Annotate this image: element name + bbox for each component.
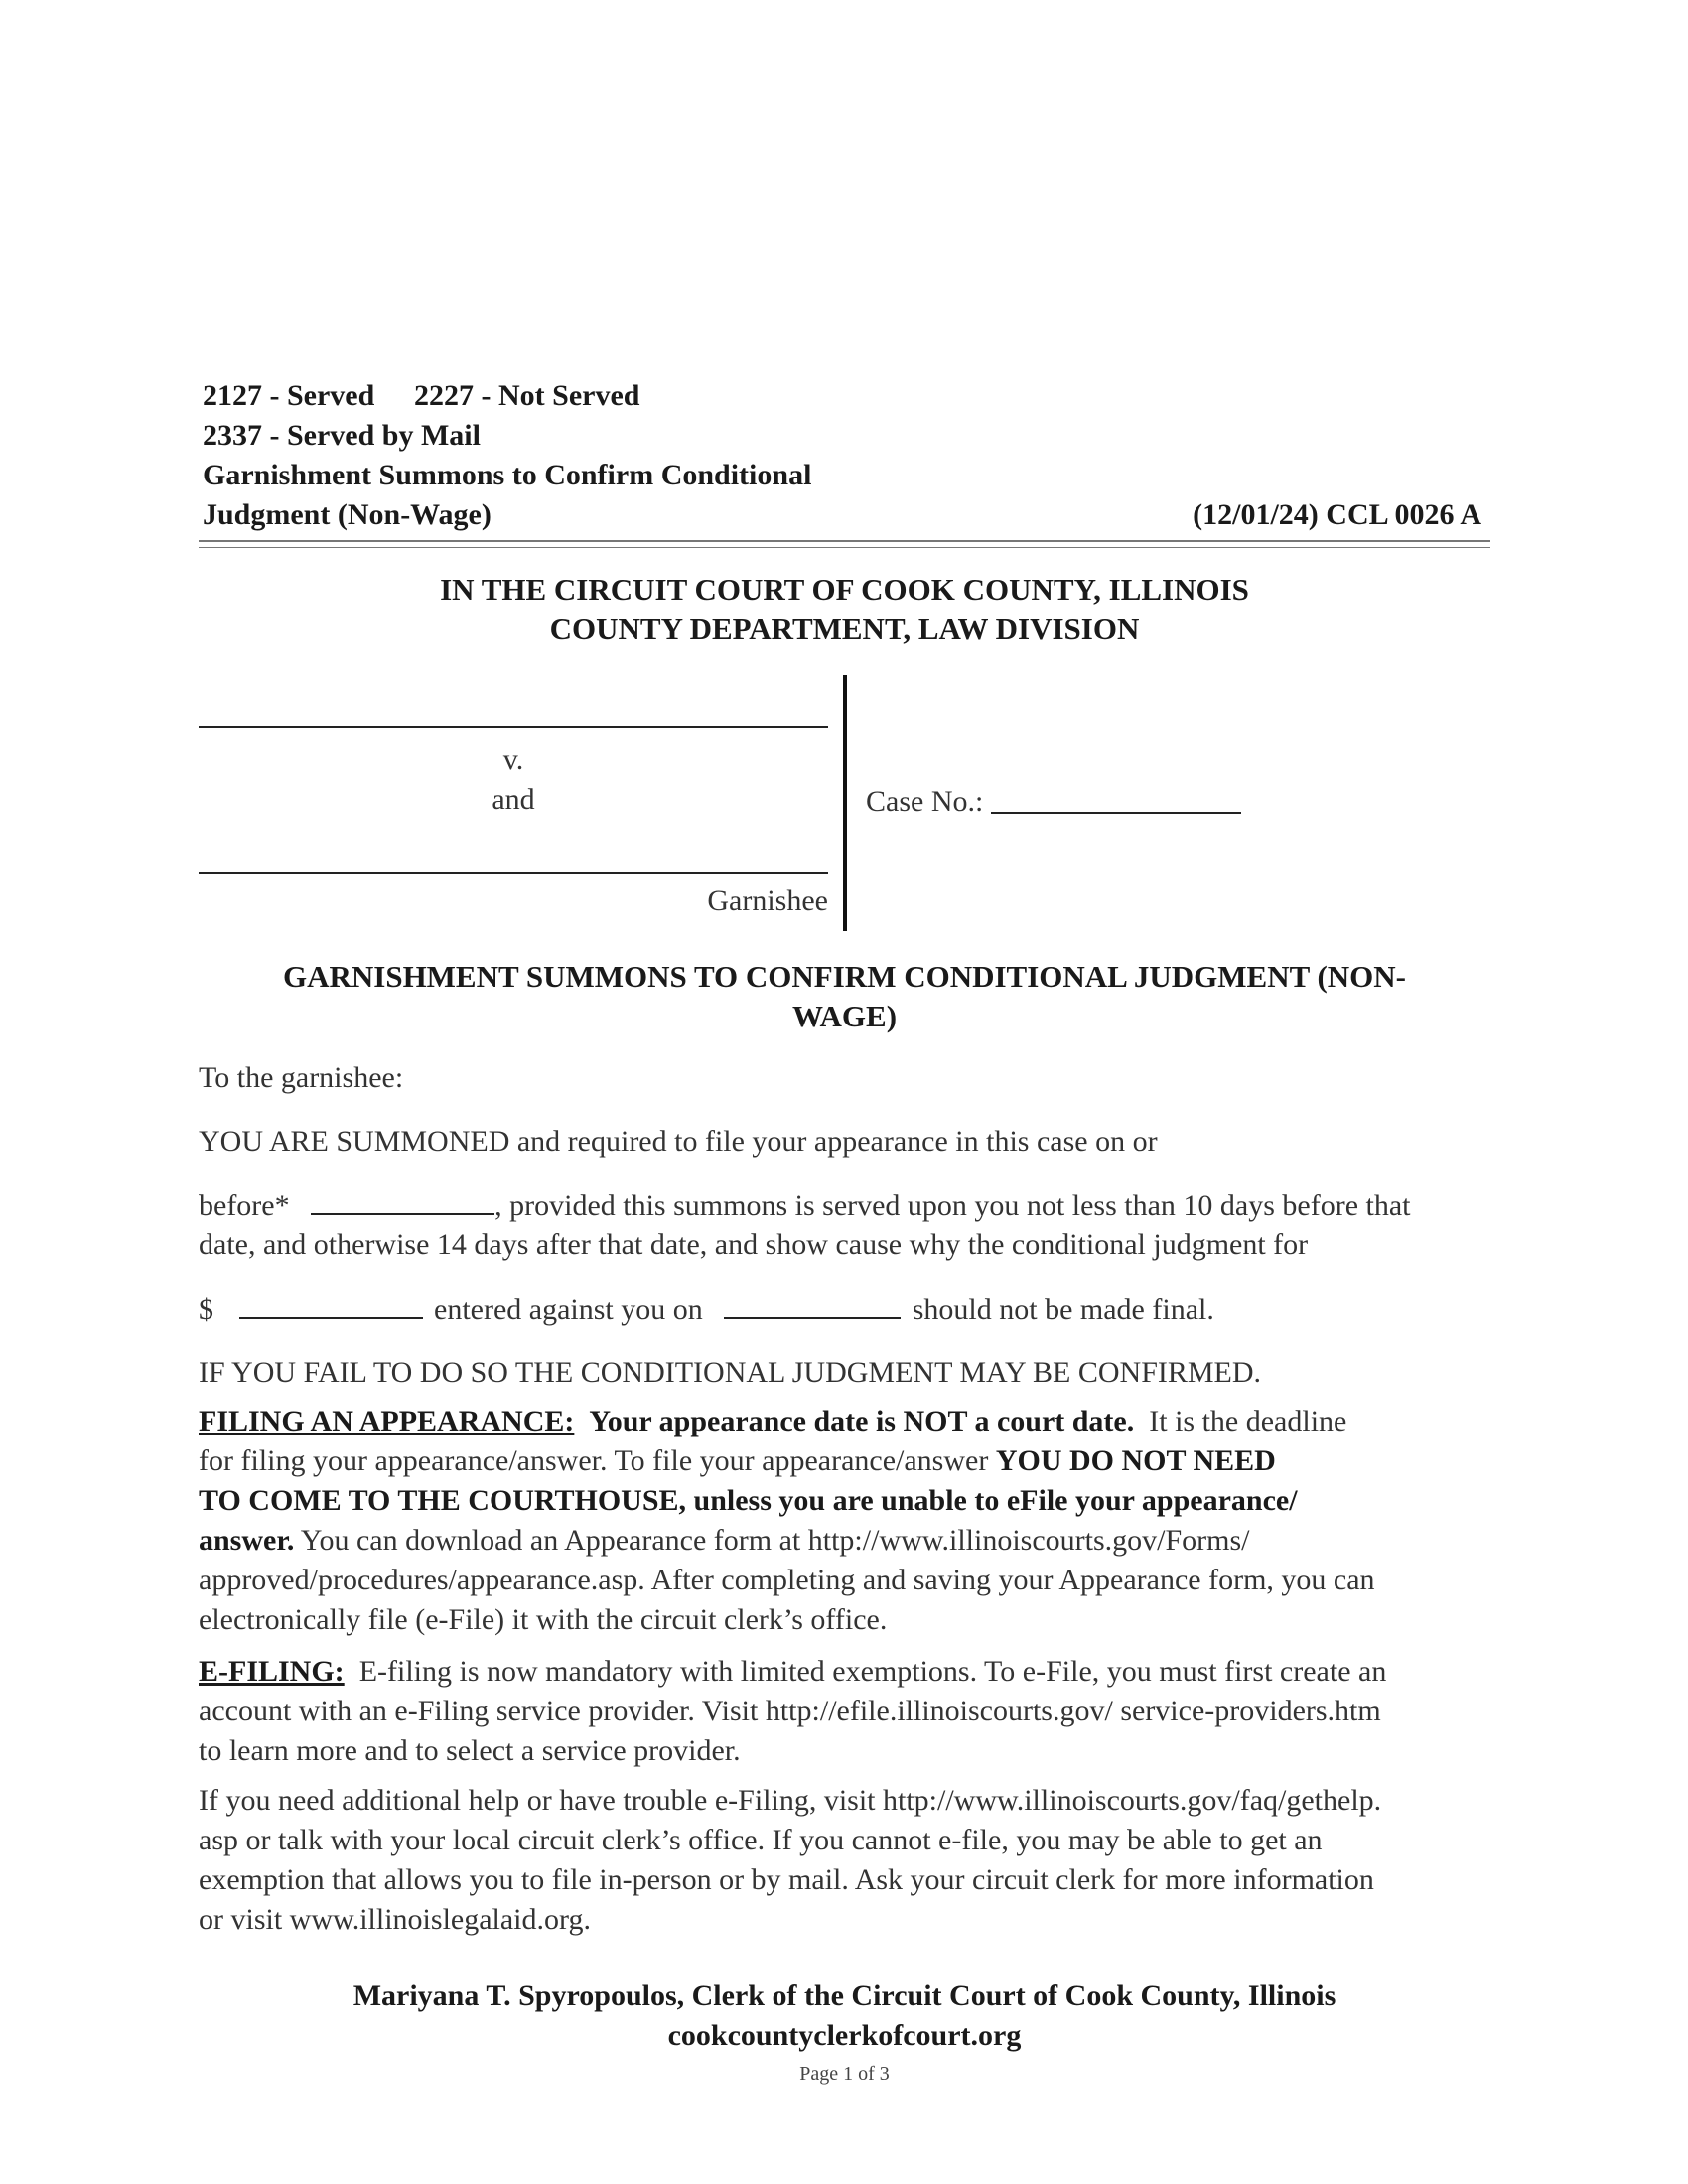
court-department: COUNTY DEPARTMENT, LAW DIVISION (549, 612, 1140, 646)
filing-heading: FILING AN APPEARANCE: (199, 1405, 575, 1437)
form-title-line2: Judgment (Non-Wage) (203, 498, 492, 531)
help-line1: If you need additional help or have trouble e-Filing, visit http://www.illinoiscourts.gov/faq/gethelp. (199, 1784, 1382, 1817)
before-prefix: before* (199, 1189, 290, 1222)
case-number-label: Case No.: (866, 785, 984, 818)
filing-line4-text: You can download an Appearance form at http://www.illinoiscourts.gov/Forms/ (300, 1524, 1250, 1557)
help-section (199, 1781, 1491, 1940)
clerk-name: Mariyana T. Spyropoulos, Clerk of the Circuit Court of Cook County, Illinois (352, 1979, 1336, 2012)
document-title-line2: WAGE) (791, 999, 898, 1033)
warning-text: IF YOU FAIL TO DO SO THE CONDITIONAL JUDGMENT MAY BE CONFIRMED. (199, 1356, 1262, 1389)
header-rule-top (199, 540, 1490, 542)
judgment-date-field[interactable] (724, 1290, 901, 1319)
and-label: and (492, 783, 535, 816)
code-served: 2127 - Served (203, 379, 375, 412)
efiling-line1-text: E-filing is now mandatory with limited exemptions. To e-File, you must first create an (358, 1655, 1387, 1688)
appearance-date-field[interactable] (311, 1185, 494, 1215)
filing-line4-bold: answer. (199, 1524, 295, 1557)
entered-text: entered against you on (434, 1294, 703, 1326)
final-text: should not be made final. (912, 1294, 1214, 1326)
filing-line3: TO COME TO THE COURTHOUSE, unless you are unable to eFile your appearance/ (199, 1484, 1298, 1517)
garnishee-label: Garnishee (707, 885, 828, 917)
salutation: To the garnishee: (199, 1061, 404, 1094)
help-line2: asp or talk with your local circuit clerk’s office. If you cannot e-file, you may be able to get an (199, 1824, 1323, 1856)
before-line (199, 1185, 1411, 1226)
filing-line6: electronically file (e-File) it with the circuit clerk’s office. (199, 1603, 888, 1636)
help-line3: exemption that allows you to file in-person or by mail. Ask your circuit clerk for more information (199, 1863, 1374, 1896)
code-served-by-mail: 2337 - Served by Mail (203, 419, 481, 452)
summoned-text: YOU ARE SUMMONED and required to file your appearance in this case on or (199, 1125, 1158, 1158)
efiling-line3: to learn more and to select a service provider. (199, 1734, 741, 1767)
filing-section (199, 1402, 1491, 1640)
efiling-section (199, 1652, 1491, 1771)
filing-line5: approved/procedures/appearance.asp. After completing and saving your Appearance form, you can (199, 1564, 1375, 1596)
before-suffix: , provided this summons is served upon you not less than 10 days before that (494, 1189, 1411, 1222)
efiling-line2: account with an e-Filing service provider. Visit http://efile.illinoiscourts.gov/ service-providers.htm (199, 1695, 1381, 1727)
plaintiff-line (199, 726, 828, 728)
date-line: date, and otherwise 14 days after that date, and show cause why the conditional judgment for (199, 1228, 1309, 1261)
form-title-line1: Garnishment Summons to Confirm Conditional (203, 459, 812, 491)
dollar-sign: $ (199, 1294, 213, 1326)
filing-line2 (199, 1441, 1491, 1481)
filing-line1 (199, 1402, 1491, 1441)
document-title-line1: GARNISHMENT SUMMONS TO CONFIRM CONDITIONAL JUDGMENT (NON- (282, 959, 1406, 994)
filing-line2-text: for filing your appearance/answer. To file your appearance/answer (199, 1444, 989, 1477)
filing-line2-bold: YOU DO NOT NEED (995, 1444, 1276, 1477)
judgment-amount-field[interactable] (239, 1290, 423, 1319)
judgment-line (199, 1290, 1214, 1330)
form-id: (12/01/24) CCL 0026 A (1193, 498, 1481, 531)
page-number: Page 1 of 3 (799, 2063, 890, 2085)
court-name: IN THE CIRCUIT COURT OF COOK COUNTY, ILLINOIS (440, 572, 1249, 607)
filing-line4 (199, 1521, 1491, 1561)
efiling-line1 (199, 1652, 1491, 1692)
garnishee-line (199, 872, 828, 874)
help-line4: or visit www.illinoislegalaid.org. (199, 1903, 591, 1936)
efiling-heading: E-FILING: (199, 1655, 345, 1688)
code-not-served: 2227 - Not Served (414, 379, 640, 412)
versus-label: v. (502, 744, 524, 776)
filing-text1: It is the deadline (1149, 1405, 1347, 1437)
caption-divider (843, 675, 847, 931)
clerk-website: cookcountyclerkofcourt.org (667, 2019, 1022, 2052)
case-number-field[interactable] (991, 812, 1241, 814)
filing-bold1: Your appearance date is NOT a court date. (589, 1405, 1135, 1437)
header-rule-bottom (199, 547, 1490, 548)
